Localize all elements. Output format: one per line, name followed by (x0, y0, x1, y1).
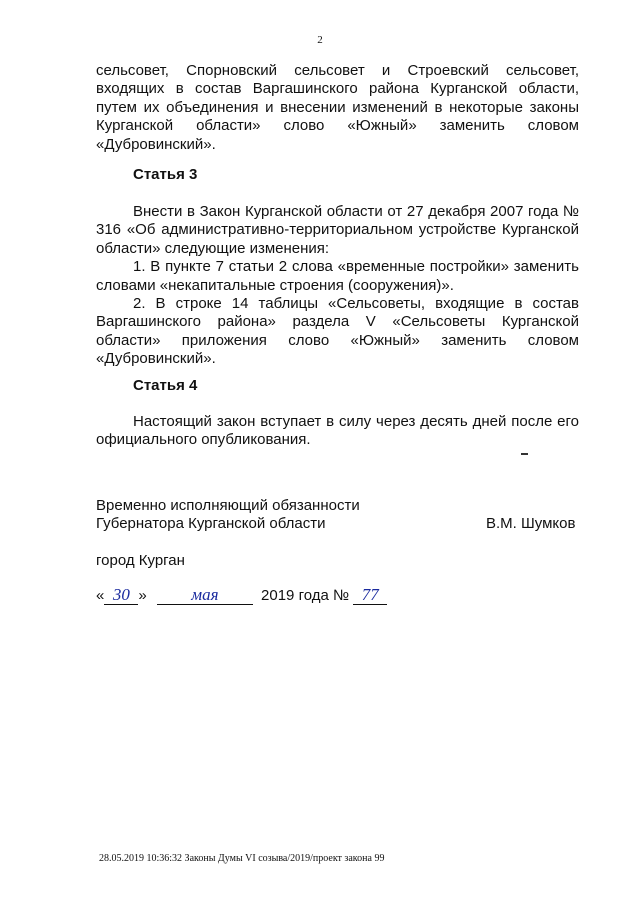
article-4-body (96, 413, 579, 450)
article-4-heading: Статья 4 (133, 377, 198, 394)
signatory-position-line-1: Временно исполняющий обязанности (96, 497, 360, 514)
document-footer: 28.05.2019 10:36:32 Законы Думы VI созыва/2019/проект закона 99 (99, 853, 385, 864)
intro-paragraph (96, 62, 579, 154)
article-3-intro: Внести в Закон Курганской области от 27 декабря 2007 года № 316 «Об административно-территориальном устройстве Курганской области» следующие изменения: (96, 203, 579, 257)
signatory-position (96, 497, 360, 534)
place-of-signing: город Курган (96, 552, 185, 569)
article-3-item-2: 2. В строке 14 таблицы «Сельсоветы, входящие в состав Варгашинского района» раздела V «Сельсоветы Курганской области» приложения слово «Южный» заменить словом «Дубровинский». (96, 295, 579, 368)
page-number: 2 (317, 34, 323, 46)
article-3-item-1: 1. В пункте 7 статьи 2 слова «временные постройки» заменить словами «некапитальные строения (сооружения)». (96, 258, 579, 294)
date-day-handwritten: 30 (104, 586, 138, 605)
date-month-handwritten: мая (157, 586, 253, 605)
law-number-handwritten: 77 (353, 586, 387, 605)
signatory-name: В.М. Шумков (486, 515, 576, 532)
date-open-quote: « (96, 587, 105, 604)
signatory-position-line-2: Губернатора Курганской области (96, 515, 326, 533)
date-line (96, 586, 387, 605)
stray-mark (521, 453, 528, 455)
date-close-quote: » (138, 587, 147, 604)
article-4-text: Настоящий закон вступает в силу через десять дней после его официального опубликования. (96, 413, 579, 449)
intro-line-1: сельсовет, Спорновский сельсовет и Строевский сельсовет, (96, 62, 579, 79)
intro-text: входящих в состав Варгашинского района Курганской области, путем их объединения и внесении изменений в некоторые законы Курганской области» слово «Южный» заменить словом «Дубровинский». (96, 80, 579, 153)
article-3-heading: Статья 3 (133, 166, 198, 183)
date-year-text: 2019 года № (261, 587, 350, 604)
article-3-body (96, 203, 579, 369)
